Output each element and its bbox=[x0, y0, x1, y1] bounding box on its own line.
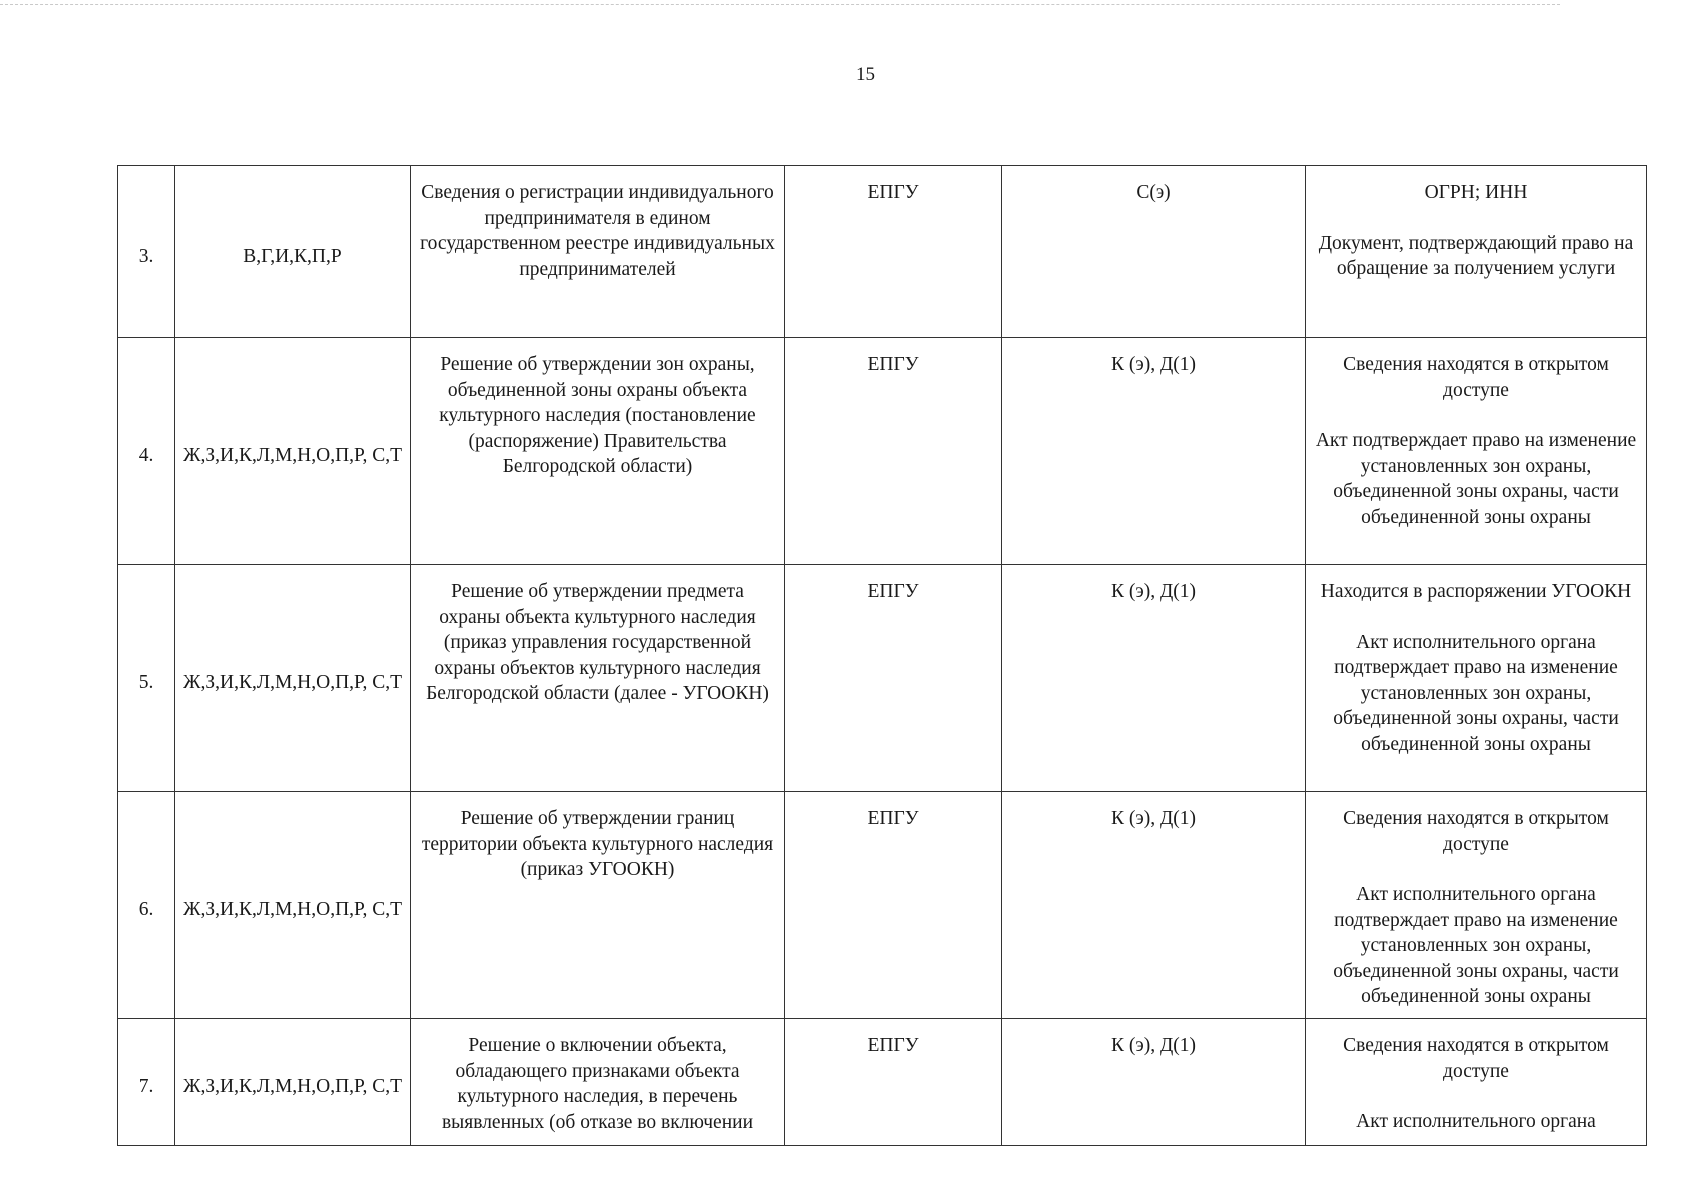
document-form: К (э), Д(1) bbox=[1002, 565, 1306, 792]
document-description: Сведения о регистрации индивидуального предпринимателя в едином государственном реестре индивидуальных предпринимателей bbox=[411, 166, 785, 338]
note-line: Сведения находятся в открытом доступе bbox=[1343, 354, 1609, 401]
note-line: Документ, подтверждающий право на обращение за получением услуги bbox=[1318, 232, 1634, 279]
document-note bbox=[1306, 166, 1647, 338]
note-line: Сведения находятся в открытом доступе bbox=[1343, 808, 1609, 855]
note-line: Акт подтверждает право на изменение установленных зон охраны, объединенной зоны охраны, части объединенной зоны охраны bbox=[1315, 430, 1637, 528]
note-line: Акт исполнительного органа подтверждает право на изменение установленных зон охраны, объединенной зоны охраны, части объединенной зоны охраны bbox=[1333, 884, 1619, 1007]
document-note bbox=[1306, 565, 1647, 792]
document-description: Решение об утверждении предмета охраны объекта культурного наследия (приказ управления государственной охраны объектов культурного наследия Белгородской области (далее - УГООКН) bbox=[411, 565, 785, 792]
document-description: Решение о включении объекта, обладающего признаками объекта культурного наследия, в перечень выявленных (об отказе во включении bbox=[411, 1019, 785, 1146]
submission-channel: ЕПГУ bbox=[785, 792, 1002, 1019]
document-form: К (э), Д(1) bbox=[1002, 1019, 1306, 1146]
note-line: Находится в распоряжении УГООКН bbox=[1320, 581, 1632, 602]
note-line: Акт исполнительного органа подтверждает право на изменение установленных зон охраны, объединенной зоны охраны, части объединенной зоны охраны bbox=[1333, 631, 1619, 755]
table-row bbox=[118, 338, 1647, 565]
submission-channel: ЕПГУ bbox=[785, 1019, 1002, 1146]
row-number: 6. bbox=[118, 792, 175, 1019]
document-form: К (э), Д(1) bbox=[1002, 338, 1306, 565]
scan-edge-line bbox=[0, 4, 1560, 6]
note-line: Сведения находятся в открытом доступе bbox=[1343, 1035, 1609, 1082]
submission-channel: ЕПГУ bbox=[785, 166, 1002, 338]
submission-channel: ЕПГУ bbox=[785, 565, 1002, 792]
applicant-codes: Ж,З,И,К,Л,М,Н,О,П,Р, С,Т bbox=[175, 1019, 411, 1146]
document-form: К (э), Д(1) bbox=[1002, 792, 1306, 1019]
document-description: Решение об утверждении границ территории объекта культурного наследия (приказ УГООКН) bbox=[411, 792, 785, 1019]
table-row bbox=[118, 1019, 1647, 1146]
row-number: 5. bbox=[118, 565, 175, 792]
applicant-codes: В,Г,И,К,П,Р bbox=[175, 166, 411, 338]
row-number: 7. bbox=[118, 1019, 175, 1146]
table-row bbox=[118, 565, 1647, 792]
table-row bbox=[118, 166, 1647, 338]
document-note bbox=[1306, 1019, 1647, 1146]
applicant-codes: Ж,З,И,К,Л,М,Н,О,П,Р, С,Т bbox=[175, 792, 411, 1019]
note-line: Акт исполнительного органа bbox=[1356, 1111, 1596, 1132]
document-form: С(э) bbox=[1002, 166, 1306, 338]
document-note bbox=[1306, 792, 1647, 1019]
applicant-codes: Ж,З,И,К,Л,М,Н,О,П,Р, С,Т bbox=[175, 338, 411, 565]
document-table bbox=[117, 165, 1647, 1146]
document-description: Решение об утверждении зон охраны, объединенной зоны охраны объекта культурного наследия (постановление (распоряжение) Правительства Белгородской области) bbox=[411, 338, 785, 565]
document-note bbox=[1306, 338, 1647, 565]
page-number: 15 bbox=[856, 64, 875, 85]
note-line: ОГРН; ИНН bbox=[1424, 182, 1528, 203]
row-number: 3. bbox=[118, 166, 175, 338]
submission-channel: ЕПГУ bbox=[785, 338, 1002, 565]
applicant-codes: Ж,З,И,К,Л,М,Н,О,П,Р, С,Т bbox=[175, 565, 411, 792]
table-row bbox=[118, 792, 1647, 1019]
row-number: 4. bbox=[118, 338, 175, 565]
